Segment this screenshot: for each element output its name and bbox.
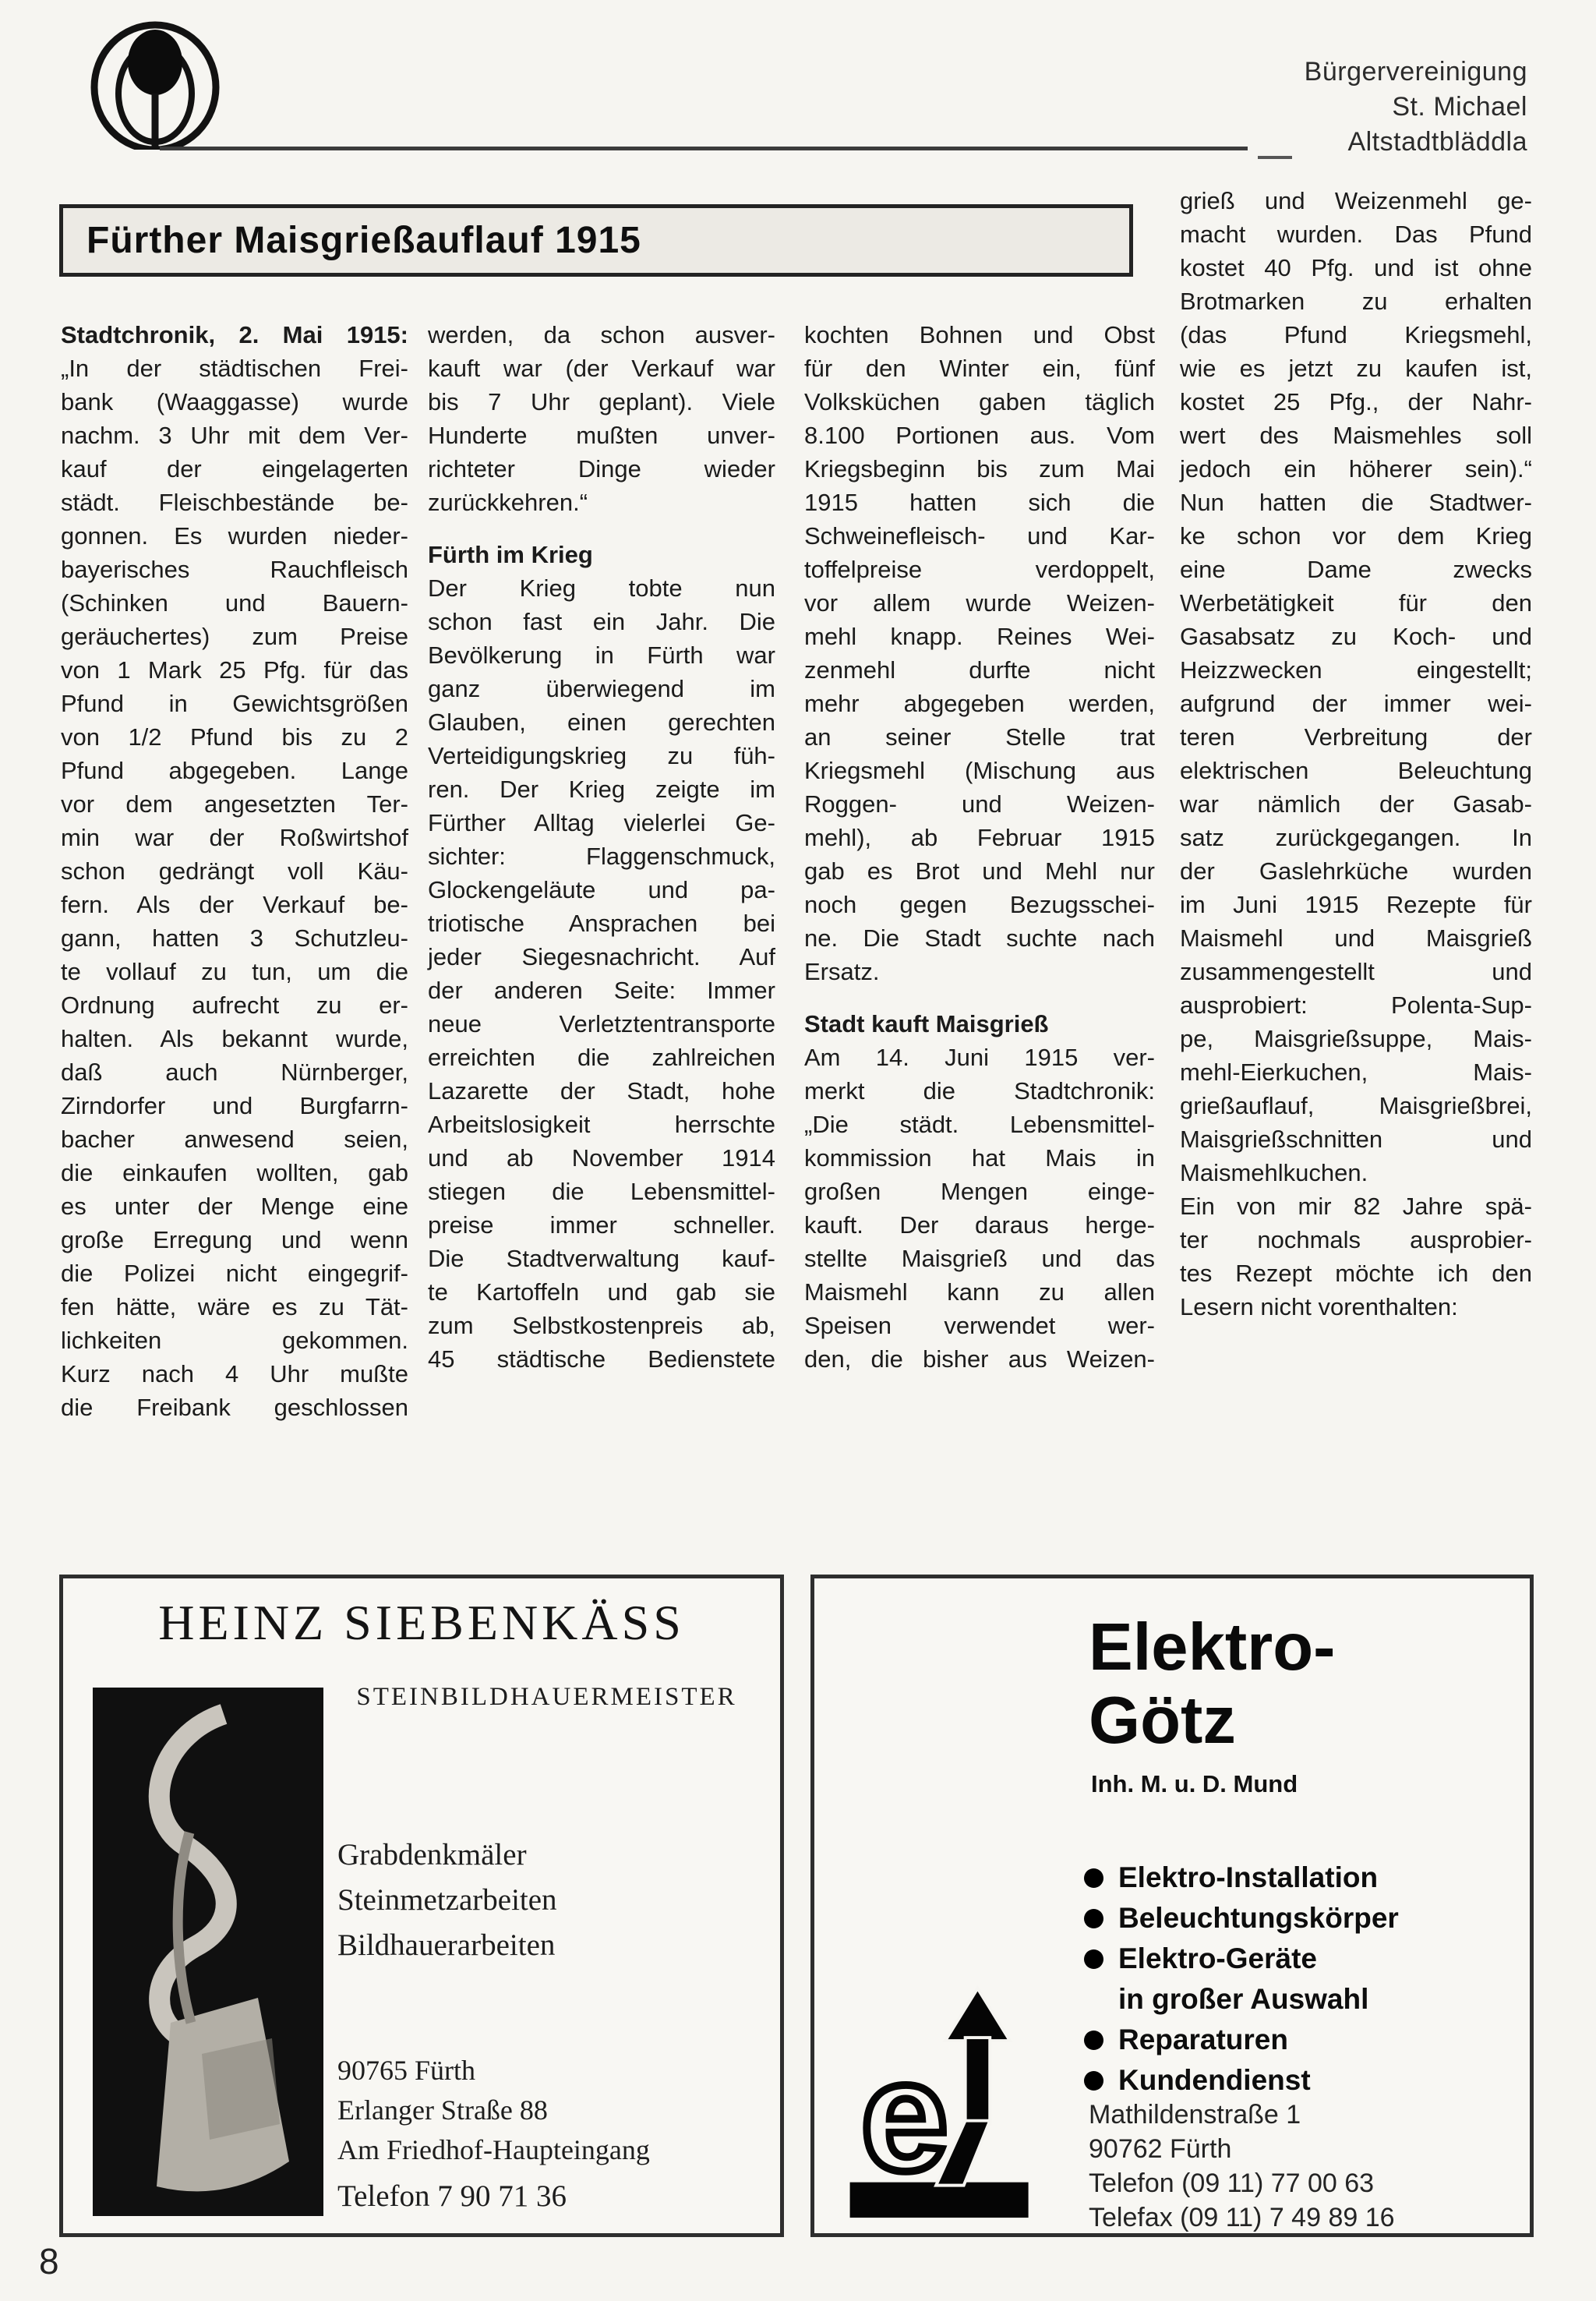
article-line: elektrischen Beleuchtung [1180,757,1532,784]
ad-siebenkaess [59,1575,784,2237]
header-divider [160,147,1248,150]
service-item: Grabdenkmäler [337,1838,527,1872]
article-line: Kriegsbeginn bis zum Mai [804,455,1155,482]
header-divider-dash [1258,156,1292,159]
address-line: Am Friedhof-Haupteingang [337,2134,650,2165]
article-line: an seiner Stelle trat [804,723,1155,751]
article-line: den, die bisher aus Weizen- [804,1345,1155,1373]
ad-siebenkaess-name: HEINZ SIEBENKÄSS [158,1595,685,1650]
article-line: bank (Waaggasse) wurde [61,388,408,415]
address-line: Mathildenstraße 1 [1089,2100,1301,2130]
article-line: teren Verbreitung der [1180,723,1532,751]
article-line: (das Pfund Kriegsmehl, [1180,321,1532,348]
article-line: Ordnung aufrecht zu er- [61,991,408,1019]
article-line: daß auch Nürnberger, [61,1059,408,1086]
article-line: und ab November 1914 [428,1144,775,1172]
article-line: (Schinken und Bauern- [61,589,408,617]
article-line: schon gedrängt voll Käu- [61,857,408,885]
article-line: fen hätte, wäre es zu Tät- [61,1293,408,1320]
article-line: neue Verletztentransporte [428,1010,775,1037]
article-line: im Juni 1915 Rezepte für [1180,891,1532,918]
article-line: kauf der eingelagerten [61,455,408,482]
article-line: lichkeiten gekommen. [61,1327,408,1354]
article-line: bayerisches Rauchfleisch [61,556,408,583]
organization-name-line: Altstadtbläddla [1347,127,1527,157]
article-line: die Freibank geschlossen [61,1394,408,1421]
address-line: 90762 Fürth [1089,2134,1232,2164]
organization-name-line: St. Michael [1392,92,1527,122]
article-line: 45 städtische Bedienstete [428,1345,775,1373]
article-column-3 [804,318,1155,1376]
address-line: Telefax (09 11) 7 49 89 16 [1089,2203,1395,2232]
page-number: 8 [39,2241,59,2282]
article-line: Kriegsmehl (Mischung aus [804,757,1155,784]
article-line: Ersatz. [804,958,880,985]
article-line: ausprobiert: Polenta-Sup- [1180,991,1532,1019]
article-line: bacher anwesend seien, [61,1126,408,1153]
ad-service-item [1084,1939,1399,1979]
article-line: schon fast ein Jahr. Die [428,608,775,635]
ad-siebenkaess-address [337,2051,650,2170]
service-item: Steinmetzarbeiten [337,1883,557,1917]
article-line: Zirndorfer und Burgfarrn- [61,1092,408,1119]
article-line: vor allem wurde Weizen- [804,589,1155,617]
article-line: zurückkehren.“ [428,489,588,516]
article-line: noch gegen Bezugsschei- [804,891,1155,918]
article-line: richteter Dinge wieder [428,455,775,482]
bullet-dot-icon [1084,1909,1103,1928]
ad-service-item [1084,2020,1399,2060]
article-line: 8.100 Portionen aus. Vom [804,422,1155,449]
article-line: kochten Bohnen und Obst [804,321,1155,348]
service-item: Bildhauerarbeiten [337,1928,556,1962]
bullet-dot-icon [1084,1949,1103,1969]
article-line: 1915 hatten sich die [804,489,1155,516]
article-line: eine Dame zwecks [1180,556,1532,583]
article-heading: Stadt kauft Maisgrieß [804,1010,1049,1037]
article-line: großen Mengen einge- [804,1178,1155,1205]
address-line: Telefon (09 11) 77 00 63 [1089,2168,1375,2198]
article-line: für den Winter ein, fünf [804,355,1155,382]
article-column-4 [1180,184,1532,1324]
article-line: Volksküchen gaben täglich [804,388,1155,415]
article-line: Pfund abgegeben. Lange [61,757,408,784]
article-line: kostet 25 Pfg., der Nahr- [1180,388,1532,415]
article-line: min war der Roßwirtshof [61,824,408,851]
article-line: bis 7 Uhr geplant). Viele [428,388,775,415]
svg-text:e: e [860,2027,948,2204]
article-line: zenmehl durfte nicht [804,656,1155,684]
ad-service-label: in großer Auswahl [1118,1983,1369,2015]
article-line: große Erregung und wenn [61,1226,408,1253]
article-line: Die Stadtverwaltung kauf- [428,1245,775,1272]
article-line: jedoch ein höherer sein).“ [1180,455,1532,482]
article-line: „In der städtischen Frei- [61,355,408,382]
article-line: toffelpreise verdoppelt, [804,556,1155,583]
article-line: Maismehl und Maisgrieß [1180,924,1532,952]
ad-service-item [1084,2060,1399,2101]
elektro-innung-logo-icon [847,1984,1042,2222]
article-line: Hunderte mußten unver- [428,422,775,449]
article-line: grieß und Weizenmehl ge- [1180,187,1532,214]
article-line: Lazarette der Stadt, hohe [428,1077,775,1105]
article-line: wert des Maismehles soll [1180,422,1532,449]
article-line: werden, da schon ausver- [428,321,775,348]
article-title: Fürther Maisgrießauflauf 1915 [87,220,641,261]
article-line: preise immer schneller. [428,1211,775,1239]
article-line: mehr abgegeben werden, [804,690,1155,717]
ad-service-label: Beleuchtungskörper [1118,1902,1399,1934]
article-line: geräuchertes) zum Preise [61,623,408,650]
article-line: Werbetätigkeit für den [1180,589,1532,617]
ad-service-label: Elektro-Geräte [1118,1942,1317,1974]
ad-siebenkaess-services [337,1833,557,1968]
address-line: 90765 Fürth [337,2055,476,2086]
article-line: erreichten die zahlreichen [428,1044,775,1071]
address-line: Erlanger Straße 88 [337,2094,548,2126]
article-line: ter nochmals ausprobier- [1180,1226,1532,1253]
article-line: Fürther Alltag vielerlei Ge- [428,809,775,836]
article-line: stiegen die Lebensmittel- [428,1178,775,1205]
article-line: Verteidigungskrieg zu füh- [428,742,775,769]
article-line: Arbeitslosigkeit herrschte [428,1111,775,1138]
article-line: grießauflauf, Maisgrießbrei, [1180,1092,1532,1119]
article-line: merkt die Stadtchronik: [804,1077,1155,1105]
article-column-2 [428,318,775,1376]
article-line: es unter der Menge eine [61,1193,408,1220]
article-line: satz zurückgegangen. In [1180,824,1532,851]
article-line: macht wurden. Das Pfund [1180,221,1532,248]
ad-siebenkaess-phone: Telefon 7 90 71 36 [337,2179,567,2213]
bullet-dot-icon [1084,2031,1103,2050]
article-line: Schweinefleisch- und Kar- [804,522,1155,550]
article-line: vor dem angesetzten Ter- [61,790,408,818]
article-line: Pfund in Gewichtsgrößen [61,690,408,717]
article-line: te vollauf zu tun, um die [61,958,408,985]
article-line: ganz überwiegend im [428,675,775,702]
article-line: ren. Der Krieg zeigte im [428,776,775,803]
article-line: aufgrund der immer wei- [1180,690,1532,717]
article-line: tes Rezept möchte ich den [1180,1260,1532,1287]
ad-elektro-goetz-services [1084,1857,1399,2101]
article-line: Ein von mir 82 Jahre spä- [1180,1193,1532,1220]
article-line: Maisgrießschnitten und [1180,1126,1532,1153]
article-line: zusammengestellt und [1180,958,1532,985]
article-line: gab es Brot und Mehl nur [804,857,1155,885]
article-line: war nämlich der Gasab- [1180,790,1532,818]
article-line: Brotmarken zu erhalten [1180,288,1532,315]
article-title-box [59,204,1133,277]
article-line: Speisen verwendet wer- [804,1312,1155,1339]
bullet-dot-icon [1084,2071,1103,2091]
article-column-1 [61,318,408,1424]
buergervereinigung-flower-logo-icon [81,20,229,150]
article-line: Glockengeläute und pa- [428,876,775,903]
ad-service-label: Kundendienst [1118,2064,1311,2096]
article-line: von 1 Mark 25 Pfg. für das [61,656,408,684]
ad-service-item [1084,1979,1399,2020]
ad-service-label: Reparaturen [1118,2024,1288,2055]
bullet-dot-icon [1084,1868,1103,1888]
article-line: der anderen Seite: Immer [428,977,775,1004]
article-line: Am 14. Juni 1915 ver- [804,1044,1155,1071]
ad-elektro-goetz-name-line1: Elektro- [1089,1610,1336,1684]
article-line: ke schon vor dem Krieg [1180,522,1532,550]
article-line: mehl), ab Februar 1915 [804,824,1155,851]
article-heading: Fürth im Krieg [428,541,593,568]
ad-service-label: Elektro-Installation [1118,1861,1379,1893]
article-line: Heizzwecken eingestellt; [1180,656,1532,684]
organization-name-line: Bürgervereinigung [1304,57,1527,87]
ad-service-item [1084,1898,1399,1939]
article-line: Maismehlkuchen. [1180,1159,1368,1186]
ad-service-item [1084,1857,1399,1898]
article-line: nachm. 3 Uhr mit dem Ver- [61,422,408,449]
article-line: gann, hatten 3 Schutzleu- [61,924,408,952]
article-line: kostet 40 Pfg. und ist ohne [1180,254,1532,281]
article-line: Glauben, einen gerechten [428,709,775,736]
article-line: Bevölkerung in Fürth war [428,642,775,669]
article-line: Gasabsatz zu Koch- und [1180,623,1532,650]
article-line: Der Krieg tobte nun [428,574,775,602]
article-line: die Polizei nicht eingegrif- [61,1260,408,1287]
article-line: te Kartoffeln und gab sie [428,1278,775,1306]
article-line: gonnen. Es wurden nieder- [61,522,408,550]
article-line: Roggen- und Weizen- [804,790,1155,818]
article-line: zum Selbstkostenpreis ab, [428,1312,775,1339]
ad-elektro-goetz-owner: Inh. M. u. D. Mund [1091,1770,1298,1797]
article-line: Maismehl kann zu allen [804,1278,1155,1306]
article-line: kommission hat Mais in [804,1144,1155,1172]
article-line: stellte Maisgrieß und das [804,1245,1155,1272]
article-line: Kurz nach 4 Uhr mußte [61,1360,408,1387]
article-lead: Stadtchronik, 2. Mai 1915: [61,321,408,348]
article-line: pe, Maisgrießsuppe, Mais- [1180,1025,1532,1052]
article-line: städt. Fleischbestände be- [61,489,408,516]
article-line: „Die städt. Lebensmittel- [804,1111,1155,1138]
article-line: der Gaslehrküche wurden [1180,857,1532,885]
article-line: Lesern nicht vorenthalten: [1180,1293,1458,1320]
ad-elektro-goetz-name [1089,1611,1335,1758]
article-line: jeder Siegesnachricht. Auf [428,943,775,970]
article-line: ne. Die Stadt suchte nach [804,924,1155,952]
ad-elektro-goetz-address [1089,2098,1395,2235]
article-line: die einkaufen wollten, gab [61,1159,408,1186]
article-line: fern. Als der Verkauf be- [61,891,408,918]
article-line: halten. Als bekannt wurde, [61,1025,408,1052]
article-line: Nun hatten die Stadtwer- [1180,489,1532,516]
article-line: kauft. Der daraus herge- [804,1211,1155,1239]
sculpture-photo [93,1688,323,2216]
ad-siebenkaess-subtitle: STEINBILDHAUERMEISTER [356,1683,737,1711]
organization-name [1305,55,1527,160]
ad-elektro-goetz [810,1575,1534,2237]
article-line: kauft war (der Verkauf war [428,355,775,382]
ad-elektro-goetz-name-line2: Götz [1089,1684,1236,1758]
article-line: mehl knapp. Reines Wei- [804,623,1155,650]
article-line: mehl-Eierkuchen, Mais- [1180,1059,1532,1086]
article-line: triotische Ansprachen bei [428,910,775,937]
article-line: von 1/2 Pfund bis zu 2 [61,723,408,751]
article-line: wie es jetzt zu kaufen ist, [1180,355,1532,382]
article-line: sichter: Flaggenschmuck, [428,843,775,870]
